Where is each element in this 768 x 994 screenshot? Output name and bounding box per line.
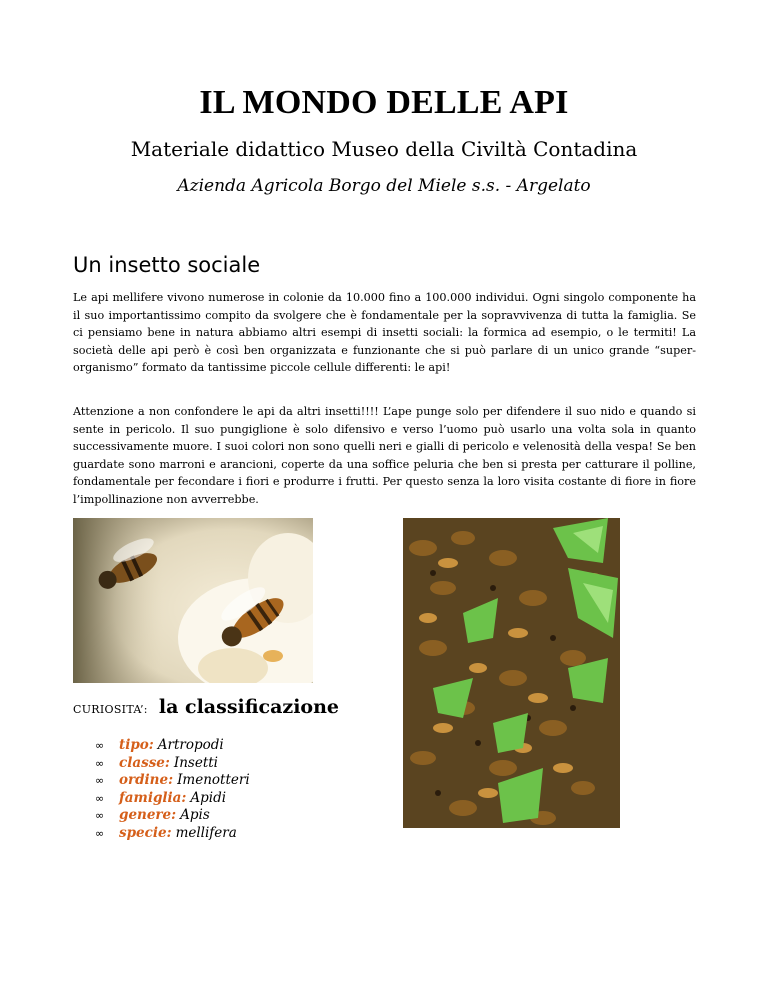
infinity-bullet-icon: ∞ bbox=[95, 826, 105, 840]
list-item bbox=[95, 737, 250, 755]
paragraph-colonies: Le api mellifere vivono numerose in colonie da 10.000 fino a 100.000 individui. Ogni singolo componente ha il suo importantissimo compito da svolgere che è fondamentale per la sopravvivenza di tutta la famiglia. Se ci pensiamo bene in natura abbiamo altri esempi di insetti sociali: la formica ad esempio, o le termiti! La società delle api però è così ben organizzata e funzionante che si può parlare di un unico grande “super-organismo” formato da tantissime piccole cellule differenti: le api! bbox=[73, 291, 696, 375]
infinity-bullet-icon: ∞ bbox=[95, 791, 105, 805]
infinity-bullet-icon: ∞ bbox=[95, 739, 105, 752]
classification-key: genere: bbox=[119, 807, 177, 823]
classification-key: classe: bbox=[119, 754, 170, 771]
infinity-bullet-icon: ∞ bbox=[95, 809, 105, 822]
curiosity-title: la classificazione bbox=[158, 696, 340, 718]
classification-key: famiglia: bbox=[119, 789, 187, 806]
classification-value: Imenotteri bbox=[177, 772, 250, 788]
bee-swarm-photo bbox=[403, 518, 620, 828]
classification-value: mellifera bbox=[175, 824, 237, 841]
document-title: IL MONDO DELLE API bbox=[199, 84, 569, 121]
curiosity-label: CURIOSITA’: bbox=[73, 703, 148, 716]
list-item bbox=[95, 825, 250, 843]
list-item bbox=[95, 772, 250, 790]
section-heading: Un insetto sociale bbox=[73, 253, 261, 277]
classification-key: specie: bbox=[119, 824, 172, 841]
infinity-bullet-icon: ∞ bbox=[95, 774, 105, 787]
classification-list bbox=[95, 737, 250, 842]
infinity-bullet-icon: ∞ bbox=[95, 756, 105, 770]
document-subtitle: Materiale didattico Museo della Civiltà Contadina bbox=[130, 137, 638, 161]
classification-key: tipo: bbox=[119, 737, 154, 753]
curiosity-heading bbox=[73, 696, 339, 718]
classification-value: Apis bbox=[180, 807, 210, 823]
list-item bbox=[95, 755, 250, 773]
classification-value: Artropodi bbox=[157, 737, 224, 753]
document-byline: Azienda Agricola Borgo del Miele s.s. - Argelato bbox=[177, 176, 591, 196]
bees-flying-photo bbox=[73, 518, 313, 683]
classification-value: Insetti bbox=[173, 754, 218, 771]
paragraph-sting: Attenzione a non confondere le api da altri insetti!!!! L’ape punge solo per difendere il suo nido e quando si sente in pericolo. Il suo pungiglione è solo difensivo e verso l’uomo può usarlo una volta sola in quanto successivamente muore. I suoi colori non sono quelli neri e gialli di pericolo e velenosità della vespa! Se ben guardate sono marroni e arancioni, coperte da una soffice peluria che ben si presta per catturare il polline, fondamentale per fecondare i fiori e produrre i frutti. Per questo senza la loro visita costante di fiore in fiore l’impollinazione non avverrebbe. bbox=[73, 405, 696, 506]
classification-value: Apidi bbox=[190, 789, 227, 806]
classification-key: ordine: bbox=[119, 772, 174, 788]
list-item bbox=[95, 807, 250, 825]
list-item bbox=[95, 790, 250, 808]
